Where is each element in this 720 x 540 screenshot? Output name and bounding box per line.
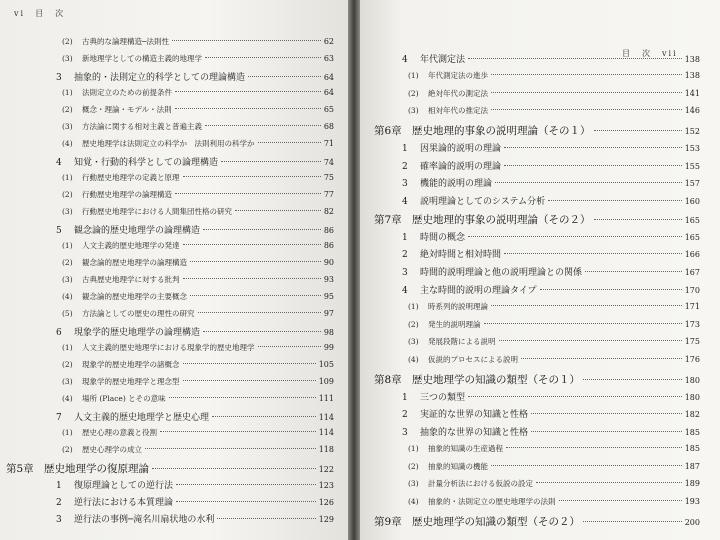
dot-leader xyxy=(145,448,316,449)
toc-section-entry xyxy=(402,141,700,157)
toc-entry-number: (3) xyxy=(62,54,73,63)
toc-page-number: 97 xyxy=(323,309,334,318)
dot-leader xyxy=(176,484,316,485)
toc-subsection-entry xyxy=(408,70,700,86)
toc-subsection-entry xyxy=(62,359,334,375)
toc-subsection-entry xyxy=(62,36,334,52)
toc-entry-title: 歴史地理学の復原理論 xyxy=(44,463,149,475)
toc-entry-number: 1 xyxy=(402,392,408,403)
toc-entry-number: (3) xyxy=(408,106,419,116)
toc-entry-number: 第6章 xyxy=(374,125,402,138)
toc-entry-title: 抽象的知識の機能 xyxy=(428,461,488,471)
dot-leader xyxy=(540,289,682,290)
toc-entry-number: 4 xyxy=(402,286,408,296)
toc-entry-number: 2 xyxy=(402,161,408,172)
toc-entry-number: (1) xyxy=(62,343,73,352)
toc-page-number: 109 xyxy=(318,377,334,386)
toc-entry-title: 歴史地理学の知識の類型（その２） xyxy=(412,516,580,528)
toc-page-number: 82 xyxy=(323,207,334,216)
dot-leader xyxy=(559,500,682,501)
toc-page-number: 180 xyxy=(684,375,700,385)
toc-subsection-entry xyxy=(408,478,700,494)
toc-page-number: 185 xyxy=(684,428,700,438)
dot-leader xyxy=(176,501,316,502)
toc-subsection-entry xyxy=(62,104,334,120)
toc-page-number: 77 xyxy=(323,190,334,199)
toc-page-number: 99 xyxy=(323,343,334,352)
dot-leader xyxy=(491,305,682,306)
toc-entry-title: 歴史心理の意義と役割 xyxy=(82,428,157,437)
toc-page-number: 64 xyxy=(323,88,334,97)
toc-section-entry xyxy=(402,176,700,192)
toc-subsection-entry xyxy=(62,291,334,307)
toc-page-number: 185 xyxy=(684,443,700,453)
toc-page-number: 90 xyxy=(323,258,334,267)
toc-chapter-entry xyxy=(374,123,700,139)
toc-entry-title: 人文主義的歴史地理学と歴史心理 xyxy=(74,413,210,423)
toc-subsection-entry xyxy=(62,172,334,188)
toc-entry-title: 抽象的・法則定立的科学としての理論構造 xyxy=(74,73,246,83)
toc-entry-title: 確率論的説明の理論 xyxy=(420,161,502,172)
toc-page-number: 86 xyxy=(323,241,334,250)
toc-entry-number: 1 xyxy=(56,481,62,491)
toc-page-number: 65 xyxy=(323,105,334,114)
toc-entry-title: 計量分析法における仮説の設定 xyxy=(428,479,533,489)
dot-leader xyxy=(521,358,682,359)
toc-page-number: 111 xyxy=(318,394,334,403)
toc-entry-title: 絶対時間と相対時間 xyxy=(420,250,502,261)
toc-section-entry xyxy=(56,512,334,528)
dot-leader xyxy=(495,182,682,183)
toc-page-number: 114 xyxy=(318,413,334,422)
dot-leader xyxy=(152,468,316,469)
toc-page-number: 193 xyxy=(684,497,700,507)
toc-subsection-entry xyxy=(62,87,334,103)
toc-section-entry xyxy=(402,230,700,246)
toc-page-number: 95 xyxy=(323,292,334,301)
dot-leader xyxy=(258,142,321,143)
toc-entry-title: 歴史地理学は法則定立の科学か 法則利用の科学か xyxy=(82,139,255,148)
book-gutter xyxy=(348,0,360,540)
toc-page-number: 129 xyxy=(318,515,334,524)
toc-entry-title: 時間の概念 xyxy=(420,232,466,243)
toc-entry-title: 観念論的歴史地理学の論理構造 xyxy=(74,226,201,236)
toc-entry-title: 因果論的説明の理論 xyxy=(420,143,502,154)
toc-entry-number: (2) xyxy=(62,258,73,267)
toc-page-number: 63 xyxy=(323,54,334,63)
toc-entry-number: (1) xyxy=(62,88,73,97)
dot-leader xyxy=(205,57,321,58)
toc-entry-number: (5) xyxy=(62,309,73,318)
dot-leader xyxy=(183,244,321,245)
toc-entry-number: (3) xyxy=(62,207,73,216)
dot-leader xyxy=(548,200,682,201)
dot-leader xyxy=(160,431,316,432)
toc-entry-number: 1 xyxy=(402,232,408,243)
toc-entry-title: 現象学的歴史地理学の論理構造 xyxy=(74,328,201,338)
toc-entry-title: 主な時間的説明の理論タイプ xyxy=(420,286,537,296)
toc-subsection-entry xyxy=(408,88,700,104)
toc-entry-number: (1) xyxy=(408,301,419,311)
toc-entry-title: 方法論に関する相対主義と普遍主義 xyxy=(82,122,202,131)
toc-entry-title: 古典歴史地理学に対する批判 xyxy=(82,275,180,284)
toc-subsection-entry xyxy=(408,336,700,352)
dot-leader xyxy=(585,271,682,272)
toc-entry-number: 3 xyxy=(402,179,408,190)
toc-entry-title: 絶対年代の測定法 xyxy=(428,88,488,98)
toc-subsection-entry xyxy=(408,461,700,477)
toc-page-number: 93 xyxy=(323,275,334,284)
dot-leader xyxy=(468,396,682,397)
toc-entry-title: 年代測定法 xyxy=(420,55,466,65)
toc-entry-number: (1) xyxy=(62,173,73,182)
toc-subsection-entry xyxy=(62,376,334,392)
toc-page-number: 170 xyxy=(684,286,700,295)
toc-entry-title: 相対年代の推定法 xyxy=(428,106,488,116)
toc-section-entry xyxy=(56,155,334,171)
dot-leader xyxy=(175,108,321,109)
toc-page-number: 152 xyxy=(684,127,700,137)
toc-page-number: 68 xyxy=(323,122,334,131)
dot-leader xyxy=(504,147,682,148)
toc-subsection-entry xyxy=(408,105,700,121)
dot-leader xyxy=(198,312,321,313)
toc-page-number: 86 xyxy=(323,226,334,235)
toc-section-entry xyxy=(402,407,700,423)
toc-entry-title: 行動歴史地理学の定義と原理 xyxy=(82,173,180,182)
toc-entry-number: 2 xyxy=(402,250,408,261)
dot-leader xyxy=(258,346,321,347)
toc-entry-title: 新地理学としての構造主義的地理学 xyxy=(82,54,202,63)
dot-leader xyxy=(221,161,321,162)
toc-entry-title: 法則定立のための前提条件 xyxy=(82,88,172,97)
toc-section-entry xyxy=(56,223,334,239)
dot-leader xyxy=(491,92,682,93)
toc-subsection-entry xyxy=(62,138,334,154)
left-page xyxy=(0,0,348,540)
toc-entry-number: (2) xyxy=(62,445,73,454)
toc-entry-title: 観念論的歴史地理学の主要概念 xyxy=(82,292,187,301)
toc-page-number: 122 xyxy=(318,465,334,474)
toc-entry-number: (3) xyxy=(62,275,73,284)
toc-entry-number: 4 xyxy=(402,55,408,65)
toc-chapter-entry xyxy=(6,461,334,477)
toc-entry-number: (1) xyxy=(62,241,73,250)
toc-entry-title: 実証的な世界の知識と性格 xyxy=(420,410,529,421)
dot-leader xyxy=(183,176,321,177)
toc-entry-number: (2) xyxy=(408,88,419,98)
toc-page-number: 187 xyxy=(684,461,700,471)
toc-subsection-entry xyxy=(62,274,334,290)
toc-subsection-entry xyxy=(62,189,334,205)
toc-entry-title: 現象学的歴史地理学の諸概念 xyxy=(82,360,180,369)
toc-entry-number: (1) xyxy=(408,443,419,453)
toc-page-number: 62 xyxy=(323,37,334,46)
dot-leader xyxy=(235,210,321,211)
toc-entry-title: 逆行法における本質理論 xyxy=(74,498,174,508)
dot-leader xyxy=(183,380,316,381)
toc-page-number: 114 xyxy=(318,428,334,437)
toc-entry-number: (2) xyxy=(62,37,73,46)
toc-entry-title: 時系列的説明理論 xyxy=(428,301,488,311)
toc-entry-number: (3) xyxy=(408,337,419,347)
dot-leader xyxy=(190,295,321,296)
toc-entry-title: 場所 (Place) とその意味 xyxy=(82,394,166,403)
dot-leader xyxy=(205,125,321,126)
toc-entry-title: 古典的な論理構造─法則性 xyxy=(82,37,170,46)
toc-page-number: 165 xyxy=(684,232,700,242)
toc-entry-number: (2) xyxy=(408,319,419,329)
dot-leader xyxy=(506,447,682,448)
toc-page-number: 74 xyxy=(323,158,334,167)
toc-page-number: 166 xyxy=(684,250,700,260)
toc-entry-number: (3) xyxy=(62,122,73,131)
dot-leader xyxy=(504,253,682,254)
toc-chapter-entry xyxy=(374,372,700,388)
toc-page-number: 138 xyxy=(684,70,700,80)
toc-chapter-entry xyxy=(374,212,700,228)
toc-page-number: 105 xyxy=(318,360,334,369)
toc-subsection-entry xyxy=(62,393,334,409)
dot-leader xyxy=(499,340,682,341)
toc-entry-number: 第5章 xyxy=(6,463,34,475)
toc-entry-number: (2) xyxy=(62,360,73,369)
toc-section-entry xyxy=(402,194,700,210)
toc-entry-number: 5 xyxy=(56,226,62,236)
toc-entry-title: 時間的説明理論と他の説明理論との関係 xyxy=(420,268,583,279)
toc-entry-number: (4) xyxy=(62,394,73,403)
toc-subsection-entry xyxy=(62,53,334,69)
toc-entry-number: (4) xyxy=(62,139,73,148)
toc-subsection-entry xyxy=(62,444,334,460)
toc-page-number: 155 xyxy=(684,161,700,171)
running-head-right: 目 次 vii xyxy=(622,49,678,58)
dot-leader xyxy=(468,236,682,237)
dot-leader xyxy=(491,109,682,110)
running-head-left: vi 目 次 xyxy=(14,9,66,18)
toc-section-entry xyxy=(56,495,334,511)
toc-page-number: 160 xyxy=(684,197,700,207)
toc-entry-title: 逆行法の事例─滝名川扇状地の水利 xyxy=(74,515,215,525)
toc-page-number: 138 xyxy=(684,55,700,64)
toc-entry-title: 発生的説明理論 xyxy=(428,319,481,329)
toc-page-number: 118 xyxy=(318,445,334,454)
toc-entry-title: 方法論としての歴史の理性の研究 xyxy=(82,309,195,318)
dot-leader xyxy=(594,130,682,131)
toc-entry-title: 歴史地理的事象の説明理論（その１） xyxy=(412,125,591,138)
toc-entry-title: 行動歴史地理学における人間集団性格の研究 xyxy=(82,207,232,216)
toc-section-entry xyxy=(56,478,334,494)
toc-entry-title: 抽象的知識の生産過程 xyxy=(428,443,503,453)
toc-page-number: 153 xyxy=(684,143,700,153)
toc-entry-title: 三つの類型 xyxy=(420,392,466,403)
toc-page-number: 123 xyxy=(318,481,334,490)
toc-section-entry xyxy=(402,283,700,299)
dot-leader xyxy=(190,261,321,262)
dot-leader xyxy=(536,482,682,483)
toc-subsection-entry xyxy=(62,206,334,222)
toc-entry-title: 機能的説明の理論 xyxy=(420,179,493,190)
toc-entry-number: 6 xyxy=(56,328,62,338)
dot-leader xyxy=(183,278,321,279)
toc-entry-number: (2) xyxy=(62,105,73,114)
dot-leader xyxy=(468,58,682,59)
toc-subsection-entry xyxy=(62,427,334,443)
dot-leader xyxy=(169,397,316,398)
toc-entry-title: 人文主義的歴史地理学における現象学的歴史地理学 xyxy=(82,343,255,352)
dot-leader xyxy=(531,413,682,414)
dot-leader xyxy=(212,416,316,417)
toc-section-entry xyxy=(56,70,334,86)
toc-entry-number: 1 xyxy=(402,143,408,154)
toc-subsection-entry xyxy=(408,319,700,335)
toc-subsection-entry xyxy=(62,240,334,256)
toc-entry-number: (3) xyxy=(408,479,419,489)
toc-entry-title: 発展段階による説明 xyxy=(428,337,496,347)
toc-entry-number: (2) xyxy=(62,190,73,199)
toc-section-entry xyxy=(402,425,700,441)
toc-page-number: 189 xyxy=(684,479,700,489)
toc-subsection-entry xyxy=(62,121,334,137)
dot-leader xyxy=(175,193,321,194)
toc-page-number: 180 xyxy=(684,392,700,402)
toc-entry-number: 4 xyxy=(402,197,408,208)
toc-entry-number: 7 xyxy=(56,413,62,423)
toc-page-number: 98 xyxy=(323,328,334,337)
toc-subsection-entry xyxy=(62,257,334,273)
toc-entry-number: 3 xyxy=(402,428,408,439)
toc-entry-title: 歴史地理学の知識の類型（その１） xyxy=(412,373,580,386)
toc-entry-number: (4) xyxy=(408,355,419,365)
toc-entry-title: 現象学的歴史地理学と理念型 xyxy=(82,377,180,386)
toc-page-number: 157 xyxy=(684,179,700,189)
toc-page-number: 75 xyxy=(323,173,334,182)
toc-subsection-entry xyxy=(408,443,700,459)
toc-entry-number: 3 xyxy=(56,73,62,83)
toc-entry-number: 2 xyxy=(402,410,408,421)
dot-leader xyxy=(175,91,321,92)
toc-page-number: 173 xyxy=(684,319,700,329)
toc-section-entry xyxy=(402,247,700,263)
dot-leader xyxy=(217,518,315,519)
toc-subsection-entry xyxy=(62,342,334,358)
toc-entry-number: (3) xyxy=(62,377,73,386)
toc-subsection-entry xyxy=(408,496,700,512)
toc-entry-number: 第9章 xyxy=(374,516,402,528)
toc-entry-title: 抽象的な世界の知識と性格 xyxy=(420,428,529,439)
toc-entry-title: 抽象的・法則定立の歴史地理学の法則 xyxy=(428,497,556,507)
toc-section-entry xyxy=(56,325,334,341)
toc-entry-title: 仮説的プロセスによる説明 xyxy=(428,355,518,365)
dot-leader xyxy=(491,74,682,75)
dot-leader xyxy=(583,379,682,380)
toc-entry-title: 歴史地理的事象の説明理論（その２） xyxy=(412,213,591,226)
toc-section-entry xyxy=(402,159,700,175)
toc-page-number: 71 xyxy=(323,139,334,148)
toc-entry-title: 人文主義的歴史地理学の発達 xyxy=(82,241,180,250)
toc-subsection-entry xyxy=(408,354,700,370)
toc-page-number: 126 xyxy=(318,498,334,507)
dot-leader xyxy=(484,323,682,324)
toc-entry-number: 3 xyxy=(56,515,62,525)
toc-entry-number: 3 xyxy=(402,268,408,279)
toc-page-number: 200 xyxy=(684,518,700,527)
toc-entry-number: 4 xyxy=(56,158,62,168)
toc-entry-number: (1) xyxy=(408,70,419,80)
toc-page-number: 182 xyxy=(684,410,700,420)
toc-entry-title: 復原理論としての逆行法 xyxy=(74,481,174,491)
toc-section-entry xyxy=(402,390,700,406)
toc-subsection-entry xyxy=(62,308,334,324)
toc-entry-number: (2) xyxy=(408,461,419,471)
toc-entry-title: 年代測定法の進歩 xyxy=(428,70,488,80)
toc-section-entry xyxy=(402,52,700,68)
toc-page-number: 176 xyxy=(684,355,700,365)
dot-leader xyxy=(203,331,321,332)
toc-entry-title: 観念論的歴史地理学の論理構造 xyxy=(82,258,187,267)
toc-section-entry xyxy=(402,265,700,281)
dot-leader xyxy=(491,465,682,466)
dot-leader xyxy=(183,363,316,364)
toc-entry-number: 第7章 xyxy=(374,213,402,226)
dot-leader xyxy=(504,165,682,166)
dot-leader xyxy=(531,431,682,432)
dot-leader xyxy=(203,229,321,230)
dot-leader xyxy=(594,219,682,220)
toc-page-number: 175 xyxy=(684,337,700,347)
toc-page-number: 141 xyxy=(684,88,700,98)
toc-entry-number: (4) xyxy=(62,292,73,301)
toc-entry-title: 歴史心理学の成立 xyxy=(82,445,142,454)
toc-entry-number: (1) xyxy=(62,428,73,437)
toc-entry-title: 説明理論としてのシステム分析 xyxy=(420,197,546,208)
toc-page-number: 64 xyxy=(323,73,334,82)
toc-section-entry xyxy=(56,410,334,426)
dot-leader xyxy=(248,76,321,77)
toc-entry-title: 行動歴史地理学の論理構造 xyxy=(82,190,172,199)
right-page xyxy=(360,0,720,540)
toc-entry-number: (4) xyxy=(408,497,419,507)
toc-entry-number: 2 xyxy=(56,498,62,508)
toc-chapter-entry xyxy=(374,514,700,530)
toc-page-number: 146 xyxy=(684,106,700,116)
toc-entry-title: 知覚・行動的科学としての論理構造 xyxy=(74,158,219,168)
toc-entry-title: 概念・理論・モデル・法則 xyxy=(82,105,172,114)
toc-page-number: 171 xyxy=(684,301,700,311)
toc-entry-number: 第8章 xyxy=(374,373,402,386)
dot-leader xyxy=(172,40,321,41)
toc-page-number: 165 xyxy=(684,215,700,225)
toc-subsection-entry xyxy=(408,301,700,317)
dot-leader xyxy=(583,521,682,522)
toc-page-number: 167 xyxy=(684,268,700,278)
